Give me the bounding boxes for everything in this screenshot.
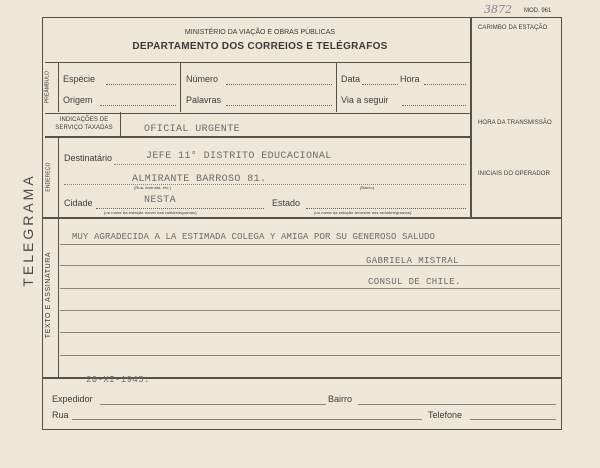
stamp-label: CARIMBO DA ESTAÇÃO (478, 25, 548, 31)
message-signature-title: CONSUL DE CHILE. (368, 277, 461, 287)
palavras-label: Palavras (186, 95, 222, 105)
bairro-hint: (Bairro) (360, 185, 375, 190)
endereco-label: ENDEREÇO (45, 162, 52, 192)
cidade-value: NESTA (144, 195, 177, 206)
origem-label: Origem (63, 95, 93, 105)
ministry-title: MINISTÉRIO DA VIAÇÃO E OBRAS PÚBLICAS (184, 29, 336, 36)
numero-label: Número (186, 74, 219, 84)
data-label: Data (341, 74, 361, 84)
hora-transmissao-label: HORA DA TRANSMISSÃO (478, 120, 552, 126)
especie-label: Espécie (63, 74, 96, 84)
department-title: DEPARTAMENTO DOS CORREIOS E TELÉGRAFOS (132, 41, 388, 52)
form-code: MOD. 961 (524, 8, 552, 14)
telefone-label: Telefone (428, 410, 463, 420)
rua-label: Rua (52, 410, 69, 420)
preamble-label: PREÂMBULO (44, 70, 51, 104)
preamble-box (45, 62, 470, 114)
indicacoes-value: OFICIAL URGENTE (144, 124, 241, 135)
indicacoes-label-1: INDICAÇÕES DE (59, 117, 109, 123)
estado-hint: (ou nome da estação terrestre nos radiotelegramas) (314, 210, 412, 215)
texto-label: TEXTO E ASSINATURA (45, 251, 52, 339)
cidade-hint: (ou nome da estação móvel nas radiotelegramas) (104, 210, 197, 215)
handwritten-number: 3872 (484, 3, 512, 16)
message-date: 20-XI-1945. (86, 375, 150, 385)
cidade-label: Cidade (64, 198, 93, 208)
iniciais-operador-label: INICIAIS DO OPERADOR (478, 171, 551, 177)
via-label: Via a seguir (341, 95, 389, 105)
hora-label: Hora (400, 74, 420, 84)
address-hint: (Rua, Avenida, etc.) (134, 185, 172, 190)
message-line-1: MUY AGRADECIDA A LA ESTIMADA COLEGA Y AMIGA POR SU GENEROSO SALUDO (72, 232, 436, 242)
telegrama-side-title: TELEGRAMA (20, 173, 36, 287)
indicacoes-label-2: SERVIÇO TAXADAS (55, 125, 113, 131)
destinatario-label: Destinatário (64, 153, 113, 163)
address-value: ALMIRANTE BARROSO 81. (132, 174, 267, 185)
expedidor-label: Expedidor (52, 394, 93, 404)
estado-label: Estado (272, 198, 301, 208)
destinatario-value: JEFE 11° DISTRITO EDUCACIONAL (146, 151, 332, 162)
message-signature-name: GABRIELA MISTRAL (366, 256, 459, 266)
bairro-footer-label: Bairro (328, 394, 353, 404)
